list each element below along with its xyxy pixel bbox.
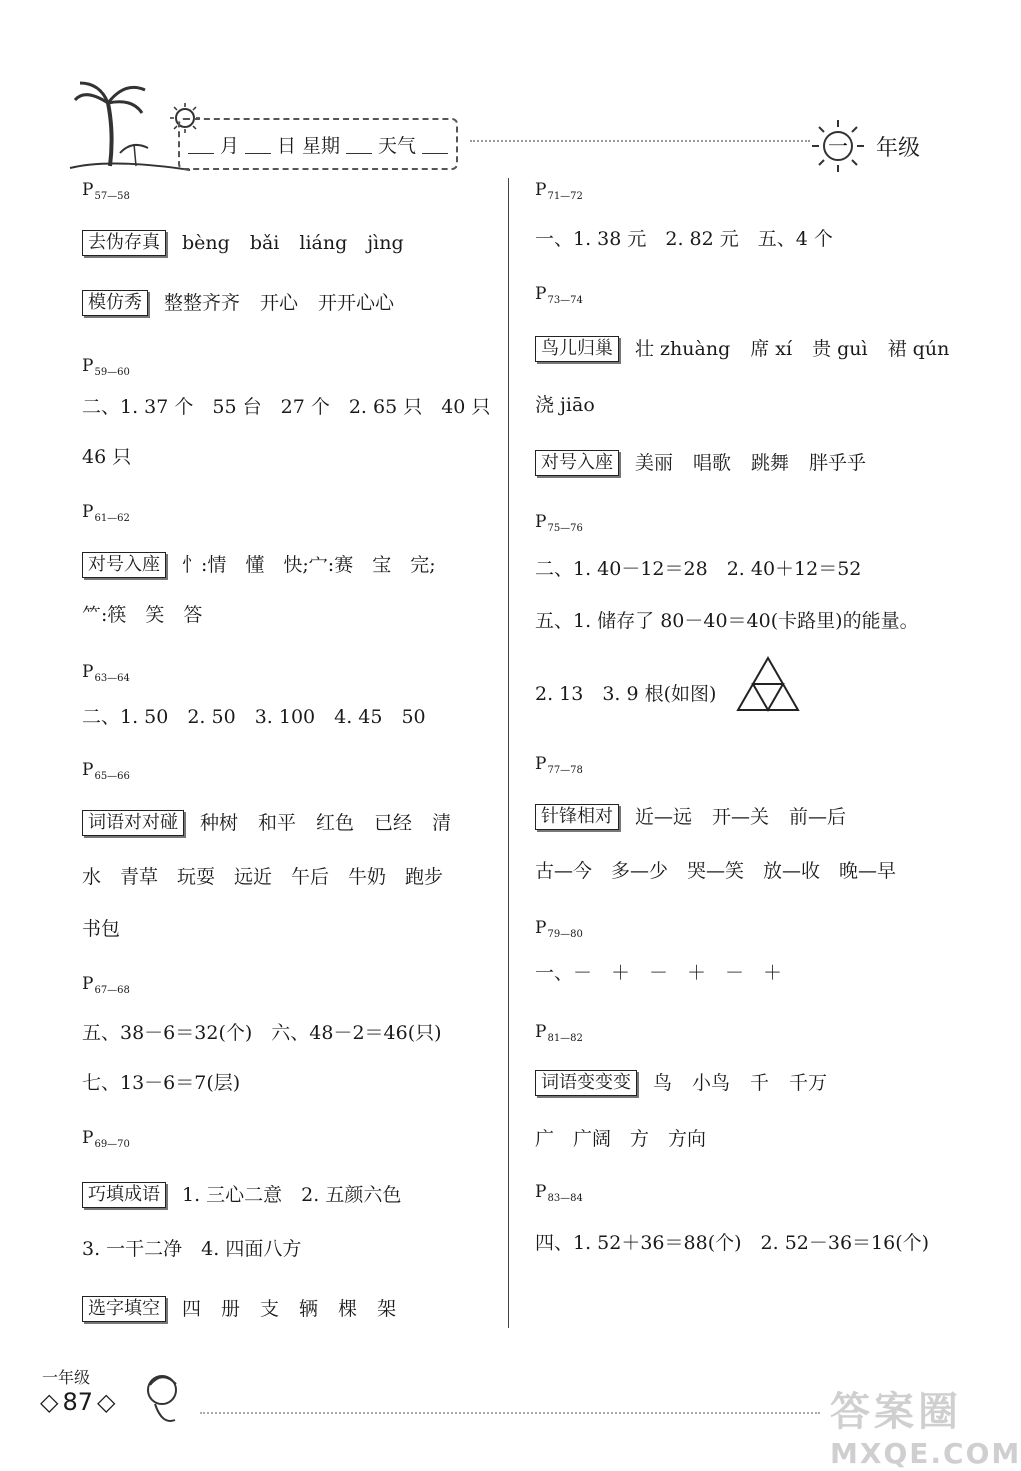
page-reference xyxy=(535,920,583,940)
answer-line xyxy=(535,396,595,415)
answer-section xyxy=(82,810,451,836)
answer-text: 五、1. 储存了 80－40＝40(卡路里)的能量。 xyxy=(535,610,919,632)
answer-item: 前—后 xyxy=(789,805,847,828)
answer-section xyxy=(535,336,949,362)
page-reference xyxy=(82,182,130,202)
page-reference xyxy=(82,504,130,524)
date-weather-box xyxy=(178,118,458,170)
section-tag: 选字填空 xyxy=(82,1296,166,1322)
answer-text: ⺮:筷 笑 答 xyxy=(82,604,203,626)
answer-section xyxy=(535,804,846,830)
answer-line xyxy=(82,920,120,939)
answer-line xyxy=(535,862,896,881)
section-items xyxy=(653,1071,828,1094)
answer-text: 书包 xyxy=(82,918,121,940)
page-ref-range: 77—78 xyxy=(547,765,583,776)
answer-item: 近—远 xyxy=(635,805,693,828)
answer-item: 架 xyxy=(377,1297,397,1320)
answer-item: 和平 xyxy=(258,811,297,834)
answer-text: 水 青草 玩耍 远近 午后 牛奶 跑步 xyxy=(82,866,444,888)
section-items xyxy=(164,291,395,314)
page-ref-range: 57—58 xyxy=(94,191,130,202)
page-ref-label: $P_{65—66}$ xyxy=(82,760,130,782)
answer-item: 跳舞 xyxy=(751,451,790,474)
page-reference xyxy=(535,1024,583,1044)
page-ref-label: $P_{73—74}$ xyxy=(535,284,583,306)
answer-item: 四 xyxy=(182,1297,202,1320)
watermark-url: MXQE.COM xyxy=(830,1437,1021,1470)
header-divider xyxy=(470,140,810,142)
page-ref-label: $P_{61—62}$ xyxy=(82,502,130,524)
answer-item: 已经 xyxy=(374,811,413,834)
answer-line xyxy=(82,606,202,625)
section-tag: 对号入座 xyxy=(82,552,166,578)
answer-text: 3. 一干二净 4. 四面八方 xyxy=(82,1238,302,1260)
answer-item: 鸟 xyxy=(653,1071,673,1094)
diamond-icon: ◇ xyxy=(40,1388,59,1416)
page-ref-label: $P_{81—82}$ xyxy=(535,1022,583,1044)
answer-line xyxy=(535,230,833,249)
answer-text: 七、13－6＝7(层) xyxy=(82,1072,241,1094)
triangle-figure xyxy=(736,656,800,712)
answer-section xyxy=(82,1182,401,1208)
answer-text: 二、1. 40－12＝28 2. 40＋12＝52 xyxy=(535,558,862,580)
answer-item: 整整齐齐 xyxy=(164,291,241,314)
answer-text: 一、－ ＋ － ＋ － ＋ xyxy=(535,962,783,984)
grade-label: 年级 xyxy=(876,135,921,161)
answer-text: 2. 13 3. 9 根(如图) xyxy=(535,682,717,705)
answer-item: 棵 xyxy=(338,1297,358,1320)
answer-item: 贵 guì xyxy=(812,337,868,360)
section-items xyxy=(182,553,436,576)
page-reference xyxy=(82,976,130,996)
page-ref-label: $P_{75—76}$ xyxy=(535,512,583,534)
diamond-icon: ◇ xyxy=(97,1388,116,1416)
answer-item: 忄:情 懂 快;宀:赛 宝 完; xyxy=(182,553,436,576)
page-ref-label: $P_{69—70}$ xyxy=(82,1128,130,1150)
answer-item: 小鸟 xyxy=(692,1071,731,1094)
section-tag: 词语对对碰 xyxy=(82,810,184,836)
answer-item: 千万 xyxy=(789,1071,828,1094)
page-ref-range: 69—70 xyxy=(94,1139,130,1150)
page-reference xyxy=(535,514,583,534)
answer-item: 册 xyxy=(221,1297,241,1320)
page-ref-label: $P_{79—80}$ xyxy=(535,918,583,940)
answer-line xyxy=(535,612,919,631)
page-ref-range: 83—84 xyxy=(547,1193,583,1204)
page-ref-label: $P_{57—58}$ xyxy=(82,180,130,202)
answer-line xyxy=(82,1024,442,1043)
section-items xyxy=(635,805,847,828)
page-ref-label: $P_{63—64}$ xyxy=(82,662,130,684)
answer-item: 裙 qún xyxy=(887,337,950,360)
answer-text: 46 只 xyxy=(82,446,132,468)
month-label: 月 xyxy=(219,134,239,157)
answer-text: 古—今 多—少 哭—笑 放—收 晚—早 xyxy=(535,860,897,882)
page-ref-label: $P_{77—78}$ xyxy=(535,754,583,776)
section-tag: 针锋相对 xyxy=(535,804,619,830)
page-ref-range: 61—62 xyxy=(94,513,130,524)
answer-item: 支 xyxy=(260,1297,280,1320)
footer-grade: 一年级 xyxy=(42,1368,91,1387)
answer-section xyxy=(82,552,436,578)
section-tag: 对号入座 xyxy=(535,450,619,476)
answer-line xyxy=(82,868,443,887)
answer-line xyxy=(82,398,490,417)
answer-line xyxy=(82,708,426,727)
page-reference xyxy=(82,664,130,684)
answer-item: 开—关 xyxy=(712,805,770,828)
answer-item: bèng xyxy=(182,231,230,254)
section-items xyxy=(182,1297,397,1320)
answer-item: 胖乎乎 xyxy=(809,451,867,474)
answer-item: 红色 xyxy=(316,811,355,834)
section-items xyxy=(635,337,950,360)
page-ref-label: $P_{83—84}$ xyxy=(535,1182,583,1204)
answer-item: 美丽 xyxy=(635,451,674,474)
sun-icon xyxy=(810,118,866,174)
answer-item: 清 xyxy=(432,811,452,834)
answer-section xyxy=(82,290,394,316)
section-tag: 词语变变变 xyxy=(535,1070,637,1096)
footer-divider xyxy=(200,1412,820,1414)
answer-item: 壮 zhuàng xyxy=(635,337,731,360)
answer-item: 开心 xyxy=(260,291,299,314)
footer-page xyxy=(40,1388,115,1416)
answer-item: 辆 xyxy=(299,1297,319,1320)
section-tag: 去伪存真 xyxy=(82,230,166,256)
answer-line xyxy=(535,964,782,983)
section-items xyxy=(635,451,867,474)
watermark-title: 答案圈 xyxy=(830,1389,962,1435)
page-reference xyxy=(82,762,130,782)
page-ref-label: $P_{67—68}$ xyxy=(82,974,130,996)
grade-header xyxy=(810,118,920,174)
answer-item: 种树 xyxy=(200,811,239,834)
answer-item: 千 xyxy=(750,1071,770,1094)
column-divider xyxy=(508,178,509,1328)
answer-text: 五、38－6＝32(个) 六、48－2＝46(只) xyxy=(82,1022,442,1044)
answer-item: liáng xyxy=(299,231,348,254)
answer-line xyxy=(82,1240,301,1259)
page-ref-range: 73—74 xyxy=(547,295,583,306)
section-items xyxy=(182,1183,402,1206)
answer-line xyxy=(82,1074,240,1093)
answer-text: 二、1. 37 个 55 台 27 个 2. 65 只 40 只 xyxy=(82,396,491,418)
child-illustration xyxy=(140,1370,190,1430)
page-ref-range: 63—64 xyxy=(94,673,130,684)
section-tag: 模仿秀 xyxy=(82,290,148,316)
section-tag: 鸟儿归巢 xyxy=(535,336,619,362)
answer-text: 浇 jiāo xyxy=(535,394,595,416)
page-ref-range: 67—68 xyxy=(94,985,130,996)
section-tag: 巧填成语 xyxy=(82,1182,166,1208)
page-ref-range: 79—80 xyxy=(547,929,583,940)
page-number: 87 xyxy=(62,1388,94,1416)
page-reference xyxy=(82,1130,130,1150)
answer-text: 一、1. 38 元 2. 82 元 五、4 个 xyxy=(535,228,833,250)
page-ref-label: $P_{59—60}$ xyxy=(82,356,130,378)
page-ref-range: 75—76 xyxy=(547,523,583,534)
grade-char: 一 xyxy=(828,134,848,158)
page-reference xyxy=(535,1184,583,1204)
page-ref-range: 71—72 xyxy=(547,191,583,202)
answer-item: bǎi xyxy=(249,231,280,254)
page-reference xyxy=(535,286,583,306)
answer-item: 席 xí xyxy=(750,337,793,360)
answer-section xyxy=(535,1070,827,1096)
answer-section xyxy=(82,1296,396,1322)
answer-text: 广 广阔 方 方向 xyxy=(535,1128,707,1150)
weather-label: 天气 xyxy=(378,134,417,157)
page-reference xyxy=(535,756,583,776)
answer-section xyxy=(82,230,404,256)
page-reference xyxy=(535,182,583,202)
answer-text: 二、1. 50 2. 50 3. 100 4. 45 50 xyxy=(82,706,426,728)
answer-item: 唱歌 xyxy=(693,451,732,474)
answer-text: 四、1. 52＋36＝88(个) 2. 52－36＝16(个) xyxy=(535,1232,930,1254)
day-label: 日 xyxy=(276,134,296,157)
page-ref-label: $P_{71—72}$ xyxy=(535,180,583,202)
page-ref-range: 59—60 xyxy=(94,367,130,378)
watermark xyxy=(830,1380,1021,1470)
answer-line xyxy=(82,448,131,467)
answer-item: 开开心心 xyxy=(318,291,395,314)
answer-line xyxy=(535,560,861,579)
answer-item: 1. 三心二意 2. 五颜六色 xyxy=(182,1183,402,1206)
answer-item: jìng xyxy=(367,231,404,254)
answer-line xyxy=(535,1234,929,1253)
page-ref-range: 65—66 xyxy=(94,771,130,782)
page-reference xyxy=(82,358,130,378)
answer-line xyxy=(535,1130,706,1149)
answer-line xyxy=(535,676,800,712)
section-items xyxy=(200,811,452,834)
section-items xyxy=(182,231,404,254)
page-ref-range: 81—82 xyxy=(547,1033,583,1044)
weekday-label: 星期 xyxy=(302,134,341,157)
answer-section xyxy=(535,450,866,476)
